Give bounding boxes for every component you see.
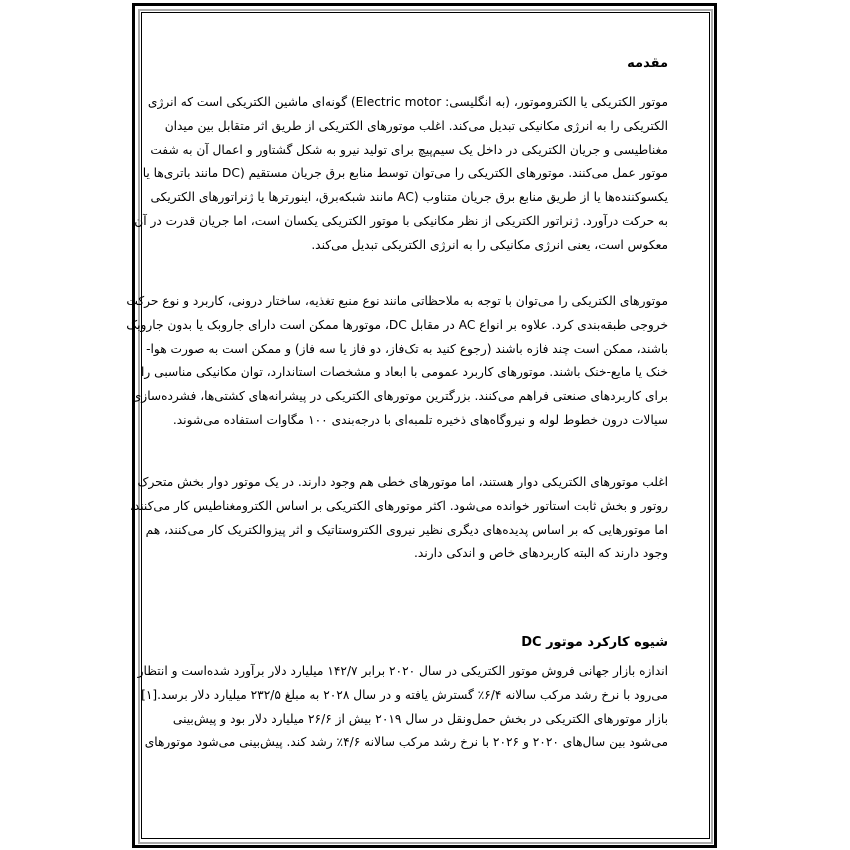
text-line: وجود دارند که البته کاربردهای خاص و اندکی دارند. <box>414 546 668 561</box>
paragraph-1 <box>134 91 668 258</box>
heading-dc-motor: شیوه کارکرد موتور DC <box>521 635 668 650</box>
text-line: موتور عمل می‌کنند. موتورهای الکتریکی را می‌توان توسط منابع برق جریان مستقیم (DC مانند باتری‌ها یا <box>142 166 668 181</box>
text-line: برای کاربردهای صنعتی فراهم می‌کنند. بزرگترین موتورهای الکتریکی در پیشرانه‌های کشتی‌ها، فشرده‌سازی <box>131 389 668 404</box>
paragraph-3 <box>129 471 668 566</box>
heading-introduction: مقدمه <box>627 56 668 71</box>
text-line: موتور الکتریکی یا الکتروموتور، (به انگلیسی: Electric motor) گونه‌ای ماشین الکتریکی است که انرژی <box>147 95 668 109</box>
text-line: سیالات درون خطوط لوله و نیروگاه‌های ذخیره تلمبه‌ای با درجه‌بندی ۱۰۰ مگاوات استفاده می‌شوند. <box>172 412 668 427</box>
text-line: می‌رود با نرخ رشد مرکب سالانه ۶/۴٪ گسترش یافته و در سال ۲۰۲۸ به مبلغ ۲۳۲/۵ میلیارد دلار برسد.[۱] <box>141 687 668 702</box>
text-line: اما موتورهایی که بر اساس پدیده‌های دیگری نظیر نیروی الکتروستاتیک و اثر پیزوالکتریک کار می‌کنند، هم <box>145 522 668 537</box>
text-line: می‌شود بین سال‌های ۲۰۲۰ و ۲۰۲۶ با نرخ رشد مرکب سالانه ۴/۶٪ رشد کند. پیش‌بینی می‌شود موتورهای <box>144 735 668 750</box>
text-line: موتورهای الکتریکی را می‌توان با توجه به ملاحظاتی مانند نوع منبع تغذیه، ساختار درونی، کاربرد و نوع حرکت <box>126 294 668 308</box>
text-line: معکوس است، یعنی انرژی مکانیکی را به انرژی الکتریکی تبدیل می‌کند. <box>311 237 668 252</box>
text-line: خنک یا مایع-خنک باشند. موتورهای کاربرد عمومی با ابعاد و مشخصات استاندارد، توان مکانیکی مناسبی را <box>141 365 668 380</box>
paragraph-2 <box>126 290 668 433</box>
text-line: خروجی طبقه‌بندی کرد. علاوه بر انواع AC در مقابل DC، موتورها ممکن است دارای جاروبک یا بدون جاروبک <box>126 317 668 332</box>
text-line: اغلب موتورهای الکتریکی دوار هستند، اما موتورهای خطی هم وجود دارند. در یک موتور دوار بخش متحرک <box>137 475 668 489</box>
paragraph-4 <box>137 660 668 755</box>
text-line: الکتریکی را به انرژی مکانیکی تبدیل می‌کند. اغلب موتورهای الکتریکی از طریق اثر متقابل بین میدان <box>164 118 668 133</box>
text-line: بازار موتورهای الکتریکی در بخش حمل‌ونقل در سال ۲۰۱۹ بیش از ۲۶/۶ میلیارد دلار بود و پیش‌بینی <box>172 711 668 726</box>
text-line: باشند، ممکن است چند فازه باشند (رجوع کنید به تک‌فاز، دو فاز یا سه فاز) و ممکن است به صورت هوا- <box>146 341 668 356</box>
text-line: اندازه بازار جهانی فروش موتور الکتریکی در سال ۲۰۲۰ برابر ۱۴۲/۷ میلیارد دلار برآورد شده‌است و انتظار <box>137 664 668 678</box>
text-line: مغناطیسی و جریان الکتریکی در داخل یک سیم‌پیچ برای تولید نیرو به شکل گشتاور و اعمال آن به شفت <box>150 142 668 157</box>
text-line: روتور و بخش ثابت استاتور خوانده می‌شود. اکثر موتورهای الکتریکی بر اساس الکترومغناطیس کار می‌کنند، <box>129 498 668 513</box>
text-line: یکسوکننده‌ها یا از طریق منابع برق جریان متناوب (AC مانند شبکه‌برق، اینورترها یا ژنراتورهای الکتریکی <box>150 190 668 205</box>
text-line: به حرکت درآورد. ژنراتور الکتریکی از نظر مکانیکی با موتور الکتریکی یکسان است، اما جریان قدرت در آن <box>134 213 668 228</box>
